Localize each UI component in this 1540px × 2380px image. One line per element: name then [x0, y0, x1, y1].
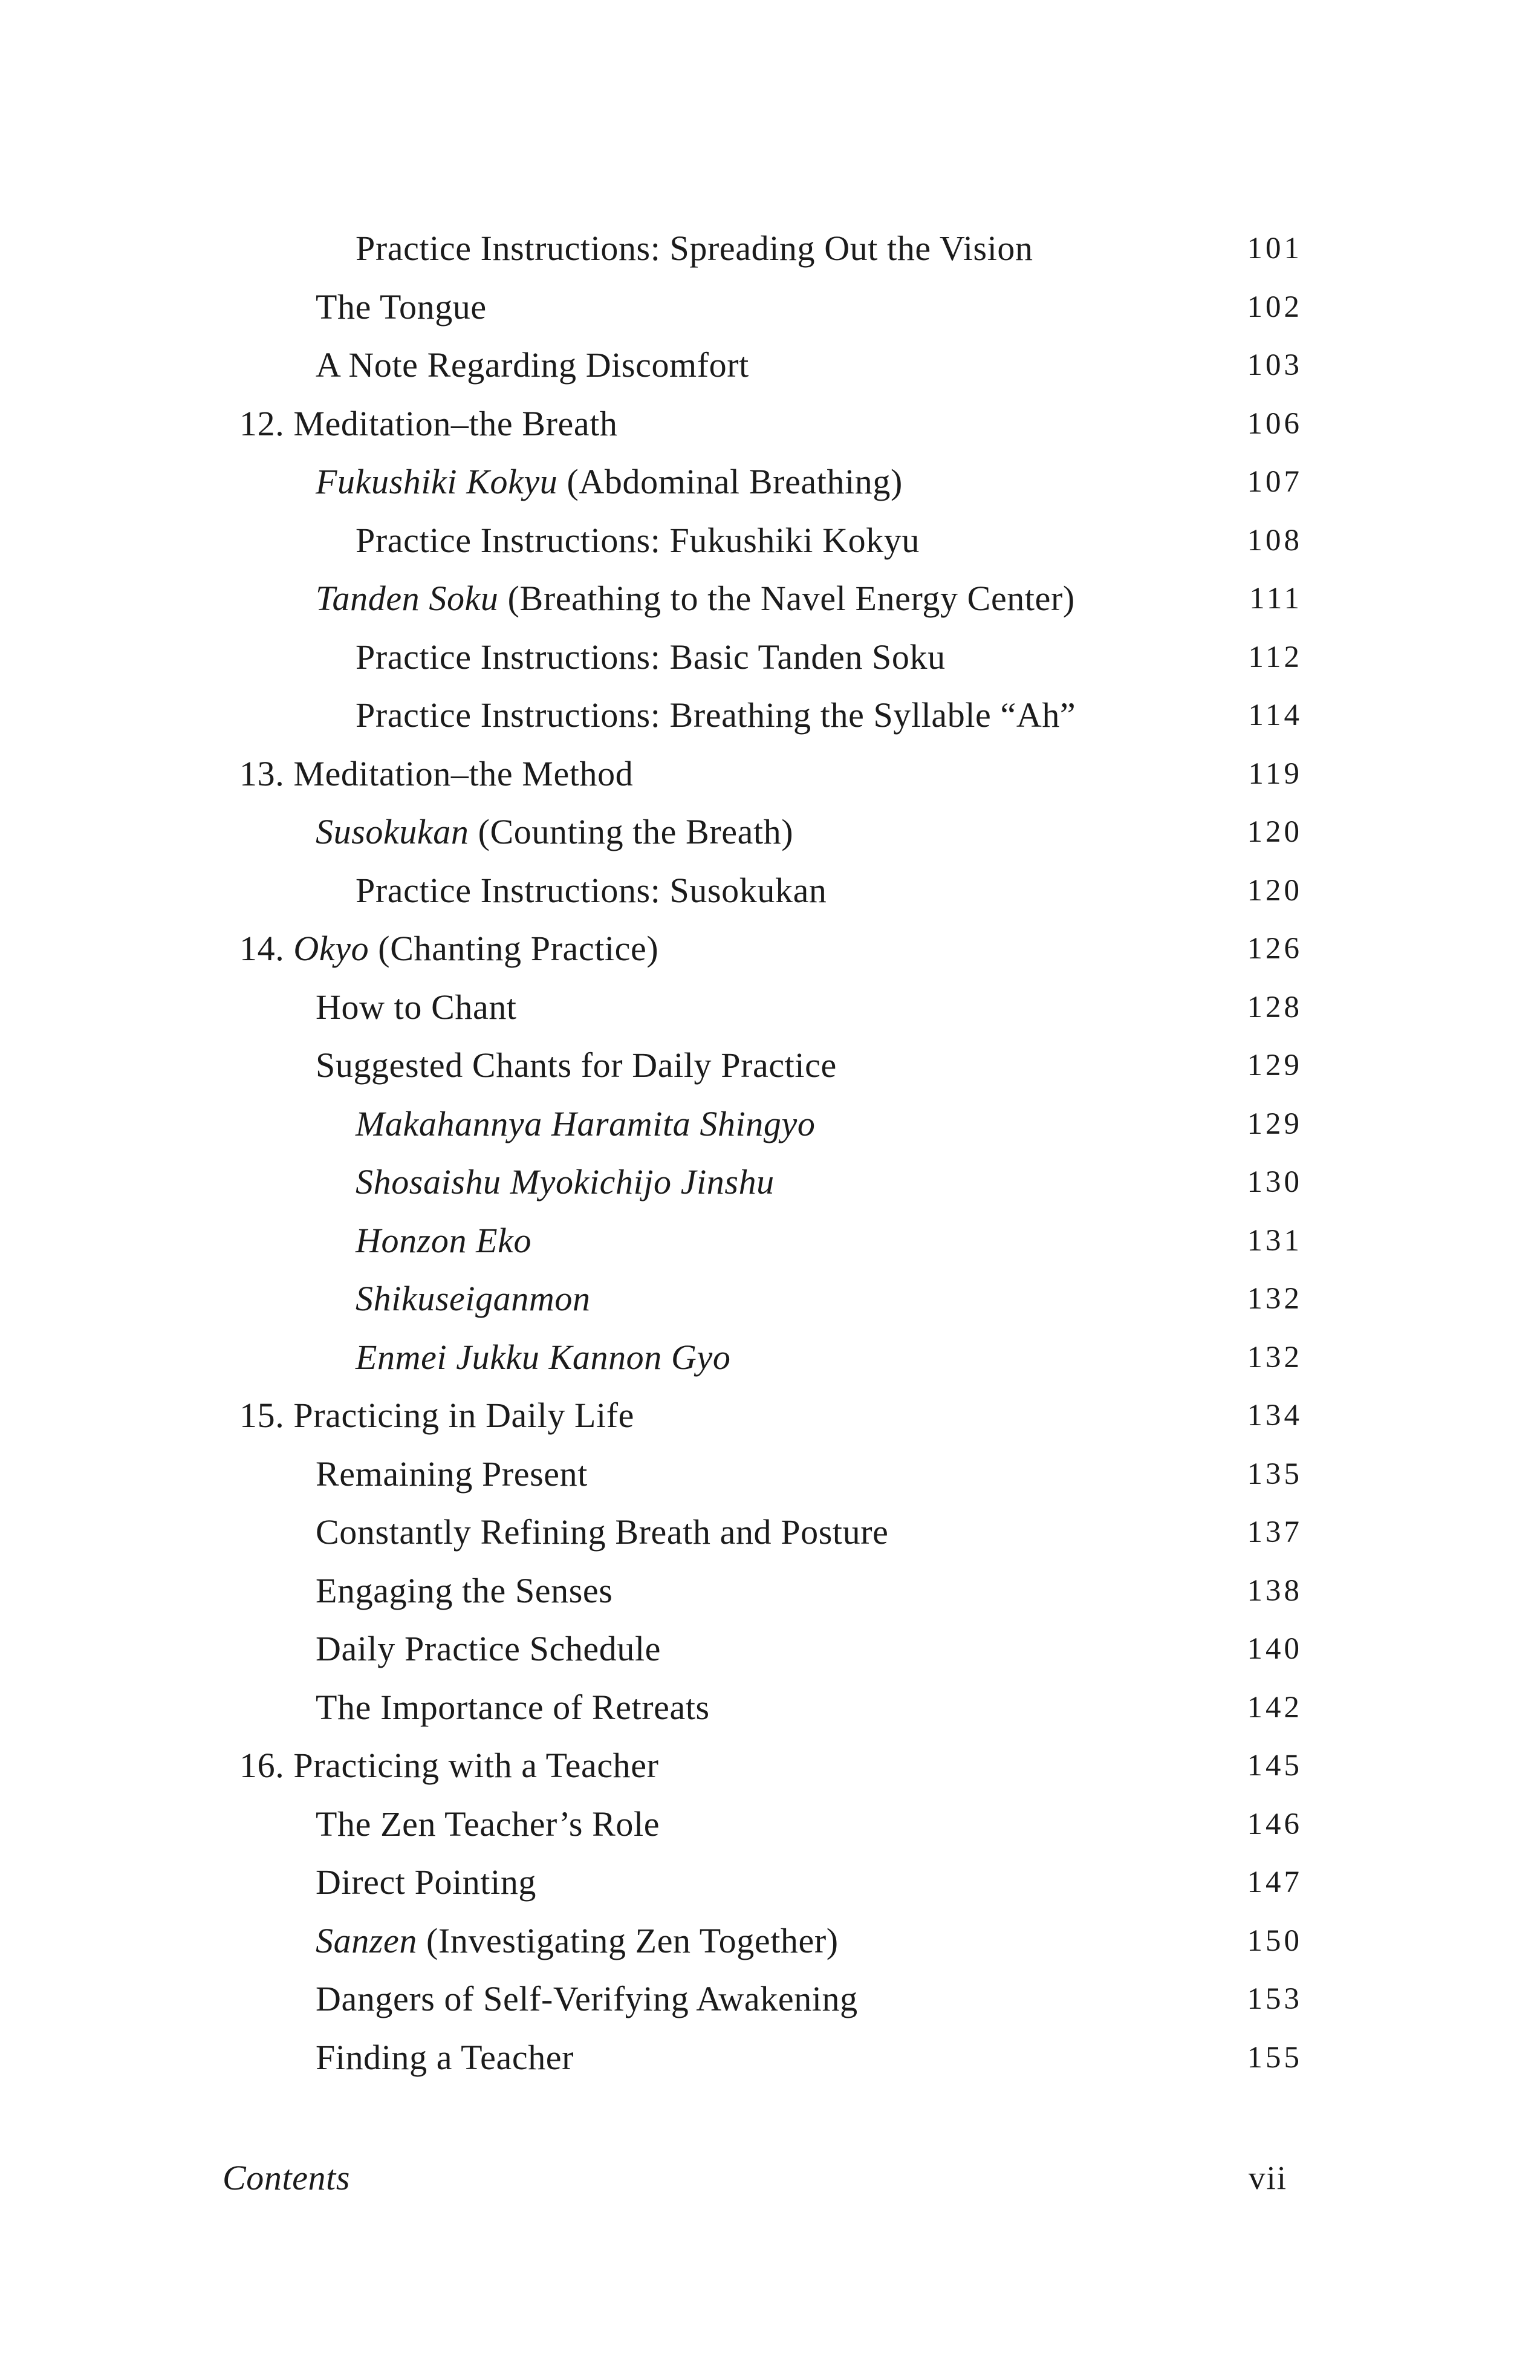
- toc-entry-page-number: 103: [1247, 348, 1302, 382]
- toc-entry-row: [223, 219, 1302, 278]
- toc-entry-page-number: 140: [1247, 1632, 1302, 1666]
- toc-entry-title: [223, 512, 920, 579]
- toc-entry-row: [223, 570, 1302, 628]
- toc-title-italic-segment: Sanzen: [316, 1920, 417, 1960]
- toc-title-segment: (Abdominal Breathing): [557, 462, 903, 501]
- toc-entry-row: [223, 1270, 1302, 1328]
- toc-entry-page-number: 106: [1247, 406, 1302, 441]
- toc-title-segment: Constantly Refining Breath and Posture: [316, 1512, 889, 1552]
- toc-entry-row: [223, 686, 1302, 745]
- toc-title-italic-segment: Honzon Eko: [356, 1220, 532, 1260]
- toc-entry-row: [223, 1445, 1302, 1504]
- toc-entry-page-number: 120: [1247, 815, 1302, 849]
- toc-entry-title: [223, 1503, 888, 1571]
- toc-entry-page-number: 153: [1247, 1982, 1302, 2016]
- toc-title-italic-segment: Enmei Jukku Kannon Gyo: [356, 1337, 731, 1377]
- toc-entry-page-number: 142: [1247, 1690, 1302, 1725]
- toc-title-segment: The Tongue: [316, 287, 487, 327]
- toc-title-segment: Daily Practice Schedule: [316, 1629, 661, 1668]
- toc-entry-title: [223, 278, 487, 346]
- toc-entry-title: [223, 1970, 858, 2038]
- toc-entry-title: [223, 862, 827, 929]
- toc-entry-title: [223, 570, 1075, 637]
- toc-entry-page-number: 150: [1247, 1923, 1302, 1958]
- toc-title-segment: (Counting the Breath): [469, 812, 794, 851]
- footer-section-label: Contents: [223, 2158, 351, 2197]
- toc-title-segment: Practice Instructions: Spreading Out the Vision: [356, 229, 1033, 268]
- toc-chapter-number: 16.: [239, 1746, 294, 1785]
- toc-entry-page-number: 146: [1247, 1807, 1302, 1841]
- toc-title-segment: The Zen Teacher’s Role: [316, 1804, 660, 1844]
- toc-entry-title: [223, 1387, 634, 1454]
- toc-title-segment: Engaging the Senses: [316, 1570, 613, 1610]
- toc-entry-row: [223, 1387, 1302, 1445]
- toc-entry-row: [223, 1679, 1302, 1737]
- toc-entry-title: [223, 1737, 659, 1804]
- toc-title-italic-segment: Susokukan: [316, 812, 469, 851]
- toc-entry-title: [223, 978, 517, 1046]
- toc-entry-page-number: 102: [1247, 290, 1302, 324]
- toc-entry-row: [223, 1095, 1302, 1154]
- toc-entry-row: [223, 920, 1302, 978]
- toc-entry-page-number: 135: [1247, 1457, 1302, 1491]
- toc-entry-title: [223, 453, 903, 521]
- toc-chapter-number: 14.: [239, 929, 294, 968]
- toc-title-segment: Practice Instructions: Fukushiki Kokyu: [356, 520, 920, 560]
- toc-entry-title: [223, 395, 617, 463]
- toc-title-italic-segment: Shikuseiganmon: [356, 1279, 591, 1318]
- toc-entry-row: [223, 1912, 1302, 1971]
- toc-entry-page-number: 129: [1247, 1049, 1302, 1082]
- toc-chapter-number: 15.: [239, 1396, 294, 1435]
- toc-title-segment: The Importance of Retreats: [316, 1687, 710, 1727]
- toc-title-segment: Practice Instructions: Breathing the Syllable “Ah”: [356, 695, 1076, 735]
- toc-entry-title: [223, 1212, 531, 1279]
- toc-entry-page-number: 130: [1247, 1165, 1302, 1199]
- toc-title-italic-segment: Okyo: [293, 929, 369, 968]
- toc-entry-page-number: 108: [1247, 523, 1302, 558]
- toc-entry-row: [223, 1503, 1302, 1562]
- toc-entry-row: [223, 453, 1302, 512]
- toc-entry-page-number: 119: [1248, 756, 1302, 791]
- toc-title-segment: A Note Regarding Discomfort: [316, 345, 749, 385]
- toc-entry-row: [223, 628, 1302, 687]
- toc-entry-page-number: 131: [1247, 1223, 1302, 1258]
- toc-entry-title: [223, 1912, 839, 1980]
- toc-entry-page-number: 137: [1247, 1515, 1302, 1549]
- toc-entry-row: [223, 512, 1302, 570]
- toc-entry-title: [223, 686, 1076, 754]
- toc-title-segment: Remaining Present: [316, 1454, 588, 1494]
- toc-title-segment: Suggested Chants for Daily Practice: [316, 1045, 837, 1085]
- toc-entry-title: [223, 1562, 612, 1630]
- toc-title-segment: (Investigating Zen Together): [417, 1920, 839, 1960]
- toc-entry-page-number: 132: [1247, 1340, 1302, 1374]
- toc-entry-page-number: 114: [1248, 698, 1302, 732]
- toc-entry-row: [223, 1620, 1302, 1679]
- toc-entry-page-number: 112: [1248, 640, 1302, 674]
- toc-entry-row: [223, 1795, 1302, 1854]
- toc-entry-title: [223, 1036, 837, 1104]
- toc-entry-row: [223, 745, 1302, 804]
- toc-entry-title: [223, 1153, 775, 1221]
- toc-entry-page-number: 120: [1247, 873, 1302, 908]
- toc-title-italic-segment: Shosaishu Myokichijo Jinshu: [356, 1162, 775, 1201]
- toc-entry-page-number: 134: [1247, 1399, 1302, 1432]
- toc-entry-title: [223, 1620, 661, 1688]
- toc-entry-title: [223, 920, 658, 987]
- toc-entry-page-number: 107: [1247, 465, 1302, 499]
- toc-entry-title: [223, 1445, 588, 1513]
- toc-entry-row: [223, 978, 1302, 1037]
- page-footer: [223, 2149, 1302, 2207]
- toc-title-segment: Practice Instructions: Basic Tanden Soku: [356, 637, 946, 677]
- toc-title-segment: Dangers of Self-Verifying Awakening: [316, 1979, 858, 2018]
- toc-title-segment: Direct Pointing: [316, 1862, 537, 1902]
- toc-entry-title: [223, 1328, 730, 1396]
- toc-title-segment: (Chanting Practice): [369, 929, 659, 968]
- toc-entry-row: [223, 336, 1302, 395]
- toc-entry-row: [223, 1853, 1302, 1912]
- toc-entry-row: [223, 1562, 1302, 1621]
- toc-entry-title: [223, 1270, 591, 1338]
- toc-entry-page-number: 128: [1247, 990, 1302, 1024]
- toc-entry-title: [223, 336, 749, 404]
- toc-entry-row: [223, 278, 1302, 337]
- toc-entry-title: [223, 1679, 710, 1746]
- toc-entry-row: [223, 1153, 1302, 1212]
- toc-chapter-number: 12.: [239, 403, 294, 443]
- toc-title-italic-segment: Tanden Soku: [316, 579, 499, 618]
- toc-entry-title: [223, 803, 793, 871]
- toc-entry-row: [223, 1737, 1302, 1795]
- toc-entry-page-number: 111: [1249, 582, 1302, 616]
- toc-title-segment: Practicing with a Teacher: [293, 1746, 659, 1785]
- toc-entry-page-number: 132: [1247, 1282, 1302, 1316]
- toc-entry-page-number: 155: [1247, 2040, 1302, 2075]
- toc-entry-title: [223, 1095, 815, 1163]
- toc-entry-row: [223, 862, 1302, 920]
- toc-title-segment: How to Chant: [316, 987, 517, 1027]
- table-of-contents: [223, 219, 1302, 2087]
- toc-title-italic-segment: Makahannya Haramita Shingyo: [356, 1104, 816, 1143]
- footer-page-number: vii: [1248, 2159, 1287, 2196]
- toc-title-segment: (Breathing to the Navel Energy Center): [498, 579, 1075, 618]
- toc-entry-row: [223, 2029, 1302, 2087]
- toc-entry-title: [223, 1795, 660, 1863]
- toc-entry-row: [223, 1970, 1302, 2029]
- toc-entry-title: [223, 745, 633, 813]
- toc-title-segment: Finding a Teacher: [316, 2037, 574, 2077]
- toc-entry-page-number: 145: [1247, 1749, 1302, 1783]
- toc-entry-page-number: 138: [1247, 1573, 1302, 1608]
- toc-title-segment: Meditation–the Breath: [293, 403, 618, 443]
- toc-entry-row: [223, 1036, 1302, 1095]
- toc-title-italic-segment: Fukushiki Kokyu: [316, 462, 558, 501]
- toc-entry-page-number: 129: [1247, 1107, 1302, 1141]
- toc-entry-title: [223, 2029, 574, 2096]
- toc-entry-row: [223, 395, 1302, 454]
- toc-entry-row: [223, 803, 1302, 862]
- toc-entry-page-number: 126: [1247, 932, 1302, 966]
- toc-entry-row: [223, 1328, 1302, 1387]
- toc-entry-row: [223, 1212, 1302, 1270]
- toc-entry-page-number: 101: [1247, 232, 1302, 265]
- toc-title-segment: Meditation–the Method: [293, 753, 634, 793]
- toc-entry-page-number: 147: [1247, 1865, 1302, 1899]
- toc-title-segment: Practicing in Daily Life: [293, 1396, 635, 1435]
- toc-chapter-number: 13.: [239, 753, 294, 793]
- toc-entry-title: [223, 628, 946, 696]
- toc-title-segment: Practice Instructions: Susokukan: [356, 870, 827, 910]
- toc-entry-title: [223, 219, 1033, 287]
- toc-entry-title: [223, 1853, 536, 1921]
